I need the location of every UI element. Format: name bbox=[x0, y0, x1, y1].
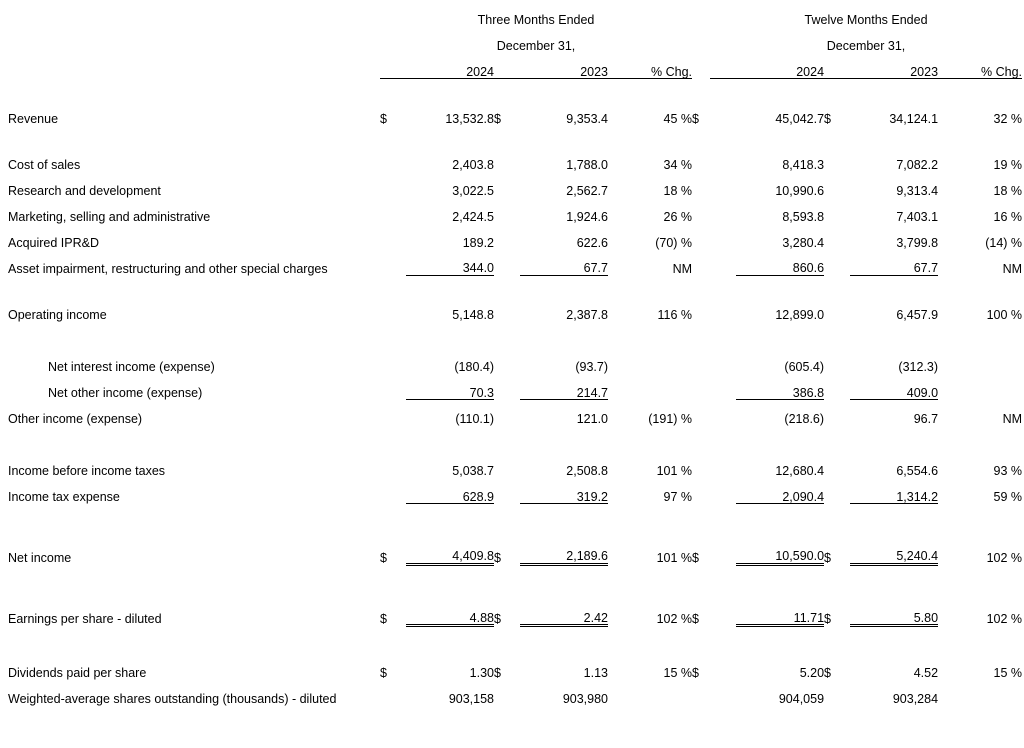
cell-opinc-qchg: 116 % bbox=[657, 308, 693, 322]
cell-impair-ychg: NM bbox=[1002, 261, 1023, 276]
cell-iprd-y2024: 3,280.4 bbox=[782, 235, 825, 250]
currency-symbol: $ bbox=[494, 111, 501, 126]
currency-symbol: $ bbox=[494, 550, 501, 565]
cell-div-qchg: 15 % bbox=[663, 665, 693, 680]
cell-div-y2023: 4.52 bbox=[913, 665, 939, 680]
spacer bbox=[8, 275, 1022, 296]
cell-msa-y2023: 7,403.1 bbox=[896, 209, 939, 224]
cell-iprd-y2023: 3,799.8 bbox=[896, 235, 939, 250]
cell-shares-q2023: 903,980 bbox=[562, 691, 608, 706]
cell-tax-ychg: 59 % bbox=[993, 490, 1023, 504]
header-col-q-2024: 2024 bbox=[466, 64, 494, 79]
cell-netint-y2024: (605.4) bbox=[784, 360, 825, 374]
cell-othinc-q2023: 121.0 bbox=[576, 412, 608, 426]
cell-msa-q2023: 1,924.6 bbox=[566, 209, 608, 224]
cell-netoth-ychg bbox=[948, 374, 1022, 400]
currency-symbol: $ bbox=[380, 665, 387, 680]
cell-eps-ychg: 102 % bbox=[986, 612, 1023, 626]
cell-msa-qchg: 26 % bbox=[663, 209, 693, 224]
cell-impair-qchg: NM bbox=[672, 261, 693, 276]
table-row bbox=[8, 592, 1022, 626]
cell-rd-q2024: 3,022.5 bbox=[452, 183, 494, 198]
cell-iprd-q2023: 622.6 bbox=[576, 235, 608, 250]
row-label-income-before-taxes: Income before income taxes bbox=[8, 464, 166, 478]
cell-eps-y2024: 11.71 bbox=[736, 592, 824, 626]
table-row bbox=[8, 145, 1022, 171]
table-row bbox=[8, 171, 1022, 197]
cell-netint-y2023: (312.3) bbox=[898, 360, 939, 374]
cell-impair-y2024: 860.6 bbox=[736, 249, 824, 275]
spacer bbox=[8, 426, 1022, 452]
row-label-operating-income: Operating income bbox=[8, 308, 107, 322]
cell-tax-qchg: 97 % bbox=[663, 490, 693, 504]
cell-shares-q2024: 903,158 bbox=[448, 691, 494, 706]
table-row bbox=[8, 530, 1022, 564]
cell-netint-q2024: (180.4) bbox=[454, 360, 494, 374]
cell-ni-q2023: 2,189.6 bbox=[520, 530, 608, 564]
cell-rd-y2023: 9,313.4 bbox=[896, 183, 939, 198]
table-row bbox=[8, 679, 1022, 705]
cell-opinc-y2024: 12,899.0 bbox=[775, 308, 825, 322]
row-label-research-and-development: Research and development bbox=[8, 183, 161, 198]
header-col-y-2023: 2023 bbox=[910, 64, 939, 79]
cell-netoth-y2024: 386.8 bbox=[736, 374, 824, 400]
header-col-q-2023: 2023 bbox=[580, 64, 608, 79]
cell-tax-y2024: 2,090.4 bbox=[736, 478, 824, 504]
row-label-dividends-per-share: Dividends paid per share bbox=[8, 665, 147, 680]
cell-ibt-y2023: 6,554.6 bbox=[896, 464, 939, 478]
cell-opinc-q2023: 2,387.8 bbox=[566, 308, 608, 322]
table-row bbox=[8, 348, 1022, 374]
cell-othinc-q2024: (110.1) bbox=[455, 412, 494, 426]
header-group-row bbox=[8, 0, 1022, 26]
table-row bbox=[8, 249, 1022, 275]
cell-msa-y2024: 8,593.8 bbox=[782, 209, 825, 224]
cell-shares-y2024: 904,059 bbox=[778, 691, 825, 706]
cell-div-q2023: 1.13 bbox=[583, 665, 608, 680]
cell-shares-y2023: 903,284 bbox=[892, 691, 939, 706]
cell-opinc-q2024: 5,148.8 bbox=[452, 308, 494, 322]
cell-rd-y2024: 10,990.6 bbox=[775, 183, 825, 198]
cell-ni-y2024: 10,590.0 bbox=[736, 530, 824, 564]
row-label-net-other-income: Net other income (expense) bbox=[48, 386, 203, 400]
cell-ni-q2024: 4,409.8 bbox=[406, 530, 494, 564]
cell-netint-qchg bbox=[618, 348, 692, 374]
cell-cos-qchg: 34 % bbox=[663, 157, 693, 172]
cell-tax-q2023: 319.2 bbox=[520, 478, 608, 504]
cell-othinc-y2024: (218.6) bbox=[784, 412, 825, 426]
cell-shares-qchg bbox=[618, 679, 692, 705]
row-label-asset-impairment: Asset impairment, restructuring and other special charges bbox=[8, 261, 328, 276]
cell-othinc-ychg: NM bbox=[1002, 412, 1023, 426]
cell-cos-y2024: 8,418.3 bbox=[782, 157, 825, 172]
cell-cos-q2023: 1,788.0 bbox=[566, 157, 608, 172]
cell-tax-q2024: 628.9 bbox=[406, 478, 494, 504]
cell-othinc-qchg: (191) % bbox=[648, 412, 693, 426]
row-label-net-income: Net income bbox=[8, 550, 72, 565]
cell-netoth-q2023: 214.7 bbox=[520, 374, 608, 400]
table-row bbox=[8, 197, 1022, 223]
header-group-twelve-months: Twelve Months Ended bbox=[804, 12, 928, 27]
currency-symbol: $ bbox=[494, 612, 501, 626]
cell-eps-y2023: 5.80 bbox=[850, 592, 938, 626]
row-label-income-tax-expense: Income tax expense bbox=[8, 490, 120, 504]
spacer bbox=[8, 125, 1022, 145]
row-label-revenue: Revenue bbox=[8, 111, 59, 126]
table-row bbox=[8, 374, 1022, 400]
table-row bbox=[8, 296, 1022, 322]
table-row bbox=[8, 223, 1022, 249]
cell-ibt-qchg: 101 % bbox=[656, 464, 693, 478]
cell-rd-qchg: 18 % bbox=[663, 183, 693, 198]
cell-rd-q2023: 2,562.7 bbox=[566, 183, 608, 198]
cell-eps-q2024: 4.88 bbox=[406, 592, 494, 626]
cell-impair-q2024: 344.0 bbox=[406, 249, 494, 275]
row-label-cost-of-sales: Cost of sales bbox=[8, 157, 81, 172]
table-row bbox=[8, 653, 1022, 679]
header-col-y-2024: 2024 bbox=[796, 64, 825, 79]
header-subtitle-row bbox=[8, 26, 1022, 52]
header-columns-row bbox=[8, 52, 1022, 78]
cell-eps-q2023: 2.42 bbox=[520, 592, 608, 626]
cell-revenue-qchg: 45 % bbox=[663, 111, 693, 126]
row-label-acquired-iprd: Acquired IPR&D bbox=[8, 235, 100, 250]
currency-symbol: $ bbox=[494, 665, 501, 680]
currency-symbol: $ bbox=[824, 111, 831, 126]
table-row bbox=[8, 400, 1022, 426]
cell-netoth-qchg bbox=[618, 374, 692, 400]
income-statement-table bbox=[8, 0, 1022, 705]
currency-symbol: $ bbox=[824, 550, 831, 565]
spacer bbox=[8, 322, 1022, 348]
cell-ni-y2023: 5,240.4 bbox=[850, 530, 938, 564]
row-label-other-income: Other income (expense) bbox=[8, 412, 143, 426]
cell-iprd-q2024: 189.2 bbox=[462, 235, 494, 250]
currency-symbol: $ bbox=[692, 111, 699, 126]
currency-symbol: $ bbox=[380, 550, 387, 565]
cell-cos-ychg: 19 % bbox=[993, 157, 1023, 172]
cell-impair-q2023: 67.7 bbox=[520, 249, 608, 275]
cell-iprd-qchg: (70) % bbox=[655, 235, 693, 250]
spacer bbox=[8, 504, 1022, 531]
cell-othinc-y2023: 96.7 bbox=[913, 412, 939, 426]
cell-netint-ychg bbox=[948, 348, 1022, 374]
cell-revenue-y2024: 45,042.7 bbox=[775, 111, 825, 126]
header-col-q-chg: % Chg. bbox=[651, 64, 693, 79]
cell-revenue-y2023: 34,124.1 bbox=[889, 111, 939, 126]
spacer bbox=[8, 626, 1022, 654]
cell-ibt-q2023: 2,508.8 bbox=[566, 464, 608, 478]
cell-ibt-ychg: 93 % bbox=[993, 464, 1023, 478]
header-group-three-months: Three Months Ended bbox=[477, 12, 595, 27]
cell-revenue-q2023: 9,353.4 bbox=[566, 111, 608, 126]
cell-opinc-ychg: 100 % bbox=[986, 308, 1023, 322]
row-label-weighted-average-shares: Weighted-average shares outstanding (thousands) - diluted bbox=[8, 691, 337, 706]
cell-revenue-q2024: 13,532.8 bbox=[445, 111, 494, 126]
cell-ibt-q2024: 5,038.7 bbox=[452, 464, 494, 478]
currency-symbol: $ bbox=[824, 612, 831, 626]
cell-iprd-ychg: (14) % bbox=[985, 235, 1023, 250]
cell-tax-y2023: 1,314.2 bbox=[850, 478, 938, 504]
table-row bbox=[8, 452, 1022, 478]
cell-cos-y2023: 7,082.2 bbox=[896, 157, 939, 172]
cell-msa-q2024: 2,424.5 bbox=[452, 209, 494, 224]
row-label-eps-diluted: Earnings per share - diluted bbox=[8, 612, 162, 626]
cell-impair-y2023: 67.7 bbox=[850, 249, 938, 275]
row-label-net-interest-income: Net interest income (expense) bbox=[48, 360, 215, 374]
cell-ibt-y2024: 12,680.4 bbox=[775, 464, 825, 478]
currency-symbol: $ bbox=[692, 665, 699, 680]
cell-shares-ychg bbox=[948, 679, 1022, 705]
currency-symbol: $ bbox=[380, 612, 387, 626]
cell-msa-ychg: 16 % bbox=[993, 209, 1023, 224]
table-row bbox=[8, 478, 1022, 504]
cell-div-q2024: 1.30 bbox=[469, 665, 494, 680]
cell-eps-qchg: 102 % bbox=[656, 612, 693, 626]
cell-rd-ychg: 18 % bbox=[993, 183, 1023, 198]
currency-symbol: $ bbox=[692, 612, 699, 626]
cell-netint-q2023: (93.7) bbox=[575, 360, 608, 374]
cell-ni-qchg: 101 % bbox=[656, 550, 693, 565]
currency-symbol: $ bbox=[824, 665, 831, 680]
cell-netoth-y2023: 409.0 bbox=[850, 374, 938, 400]
spacer bbox=[8, 564, 1022, 592]
header-col-y-chg: % Chg. bbox=[981, 64, 1023, 79]
table-row bbox=[8, 99, 1022, 125]
cell-cos-q2024: 2,403.8 bbox=[452, 157, 494, 172]
row-label-marketing-selling-administrative: Marketing, selling and administrative bbox=[8, 209, 211, 224]
header-subtitle-twelve-months: December 31, bbox=[826, 38, 906, 53]
cell-netoth-q2024: 70.3 bbox=[406, 374, 494, 400]
cell-div-ychg: 15 % bbox=[993, 665, 1023, 680]
currency-symbol: $ bbox=[692, 550, 699, 565]
header-subtitle-three-months: December 31, bbox=[496, 38, 576, 53]
currency-symbol: $ bbox=[380, 111, 387, 126]
cell-opinc-y2023: 6,457.9 bbox=[896, 308, 939, 322]
cell-div-y2024: 5.20 bbox=[799, 665, 825, 680]
cell-revenue-ychg: 32 % bbox=[993, 111, 1023, 126]
spacer bbox=[8, 79, 1022, 99]
cell-ni-ychg: 102 % bbox=[986, 550, 1023, 565]
